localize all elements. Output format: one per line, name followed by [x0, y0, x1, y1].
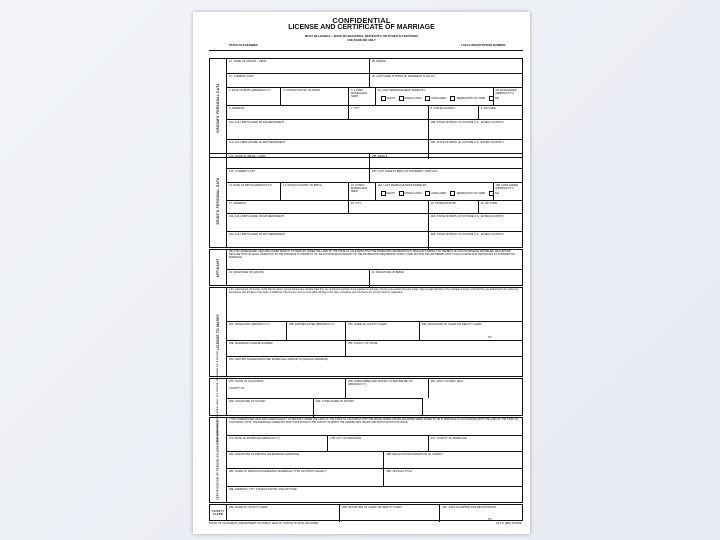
- bride-last-name-row: [227, 168, 522, 182]
- bride-city-field[interactable]: 18. CITY: [350, 202, 362, 205]
- bride-signature-field[interactable]: 24. SIGNATURE OF BRIDE: [371, 271, 404, 274]
- bride-birthplace-field[interactable]: 14. STATE/COUNTRY OF BIRTH: [283, 184, 322, 187]
- certification-text: I, THE UNDERSIGNED, DECLARE UNDER PENALTY OF PERJURY UNDER THE LAWS OF THE STATE OF CALIFORNIA THAT THE ABOVE-NAMED GROOM AND BRIDE WERE JOINED BY ME IN MARRIAGE IN ACCORDANCE WITH THE LAWS OF THE STATE OF CALIFORNIA. NOTE: THE MARRIAGE CEREMONY MUST TAKE PLACE IN THE COUNTY IN WHICH THE LICENSE WAS ISSUED AND WITHIN 90 DAYS OF ISSUE.: [229, 418, 519, 424]
- license-text-row: [227, 288, 522, 321]
- license-number-field[interactable]: 25E. MARRIAGE LICENSE NUMBER: [229, 342, 273, 345]
- city-of-marriage-field[interactable]: 27B. CITY OF MARRIAGE: [330, 437, 362, 440]
- form-top-rule: [209, 50, 523, 51]
- groom-father-row: [227, 119, 522, 139]
- bride-ended-options: [378, 191, 500, 196]
- form-instruction-ink: USE DARK INK ONLY: [347, 38, 376, 42]
- county-clerk-row: [227, 505, 522, 522]
- notary-signature-field[interactable]: 26D. SIGNATURE OF NOTARY: [229, 400, 266, 403]
- certification-section-tab: [210, 418, 227, 502]
- groom-signature-field[interactable]: 23. SIGNATURE OF GROOM: [229, 271, 264, 274]
- certification-text-row: [227, 418, 522, 435]
- groom-father-name-field[interactable]: 10A. FULL BIRTH NAME OF FATHER/PARENT: [229, 121, 285, 124]
- annulment-checkbox[interactable]: [425, 191, 430, 196]
- license-text: I, the undersigned, do hereby certify that the above-named parties have declared that they are unmarried and have lived together as spouses, that they are at least 18 years of age, that no legal objection to the marriage is known, and that they are authorized to be married in accordance with the laws of the State of California. This license must be used within 90 days of the date of issuance and returned to the County Clerk for registration.: [229, 288, 519, 294]
- na-option-label: N/A: [494, 191, 500, 195]
- license-return-row: [227, 356, 522, 378]
- county-of-issue-field[interactable]: 25F. COUNTY OF ISSUE: [348, 342, 378, 345]
- officiant-signature-row: [227, 451, 522, 468]
- notary-row-1: [227, 379, 522, 398]
- notary-typed-name-field[interactable]: 26E. TYPED NAME OF NOTARY: [315, 400, 355, 403]
- affidavit-section: [209, 249, 523, 286]
- footer-form-number: VS 117 (REV 01/2009): [495, 522, 522, 525]
- affidavit-section-tab: [210, 250, 227, 285]
- county-of-marriage-field[interactable]: 27C. COUNTY OF MARRIAGE: [430, 437, 467, 440]
- county-clerk-section-label: COUNTY CLERK: [211, 509, 225, 516]
- county-clerk-section: [209, 504, 523, 521]
- affidavit-text-row: [227, 250, 522, 269]
- marriage-place-row: [227, 435, 522, 451]
- bride-birth-row: [227, 182, 522, 200]
- bride-birth-last-field[interactable]: 12D. LAST NAME AT BIRTH (IF DIFFERENT THAN 12C): [371, 170, 438, 173]
- license-issue-row: [227, 321, 522, 340]
- bride-middle-name-field[interactable]: 12B. MIDDLE: [371, 155, 388, 158]
- termination-srdp-checkbox[interactable]: [450, 191, 455, 196]
- affidavit-signature-row: [227, 269, 522, 287]
- groom-father-birthplace-field[interactable]: 10B. STATE OF BIRTH (IF OUTSIDE U.S., ENTER COUNTRY): [430, 121, 504, 124]
- notary-row-2: [227, 398, 422, 417]
- state-file-number-label: STATE FILE NUMBER: [229, 43, 258, 47]
- death-checkbox[interactable]: [381, 96, 386, 101]
- license-section: [209, 287, 523, 377]
- officiant-address-row: [227, 486, 522, 504]
- termination-srdp-checkbox[interactable]: [450, 96, 455, 101]
- officiant-name-row: [227, 468, 522, 486]
- bride-dob-field[interactable]: 13. DATE OF BIRTH (MM/DD/CCYY): [229, 184, 272, 187]
- bride-father-birthplace-field[interactable]: 21B. STATE OF BIRTH (IF OUTSIDE U.S., ENTER COUNTRY): [430, 215, 504, 218]
- groom-mother-birthplace-field[interactable]: 11B. STATE OF BIRTH (IF OUTSIDE U.S., ENTER COUNTRY): [430, 141, 504, 144]
- bride-prev-marriages-field[interactable]: 15. # PREV. MARRIAGES/ SRDP: [350, 184, 368, 193]
- officiant-name-field[interactable]: 28C. NAME OF PERSON SOLEMNIZING MARRIAGE (TYPE OR PRINT CLEARLY): [229, 470, 327, 473]
- license-number-row: [227, 340, 522, 356]
- bride-father-name-field[interactable]: 21A. FULL BIRTH NAME OF FATHER/PARENT: [229, 215, 285, 218]
- certification-section-label: CERTIFICATION OF PERSON SOLEMNIZING MARRIAGE: [216, 419, 220, 501]
- annulment-checkbox[interactable]: [425, 96, 430, 101]
- registration-date-field[interactable]: 29C. DATE ACCEPTED FOR REGISTRATION: [442, 506, 497, 509]
- by-label: BY: [488, 336, 492, 339]
- bride-section: [209, 153, 523, 248]
- na-option-label: N/A: [494, 96, 500, 100]
- affidavit-section-label: AFFIDAVIT: [216, 257, 220, 278]
- dissolution-option-label: DISSOLUTION: [404, 96, 422, 100]
- bride-address-row: [227, 200, 522, 213]
- bride-section-label: BRIDE'S PERSONAL DATA: [216, 177, 220, 224]
- date-of-marriage-field[interactable]: 27A. DATE OF MARRIAGE (MM/DD/CCYY): [229, 437, 280, 440]
- clerk-deputy-signature-field[interactable]: 29B. SIGNATURE OF CLERK OR DEPUTY CLERK: [342, 506, 402, 509]
- officiant-address-field[interactable]: 28E. ADDRESS, CITY, STATE/COUNTRY, AND ZIP CODE: [229, 488, 297, 491]
- groom-address-field[interactable]: 6. ADDRESS: [229, 107, 245, 110]
- license-section-label: LICENSE TO MARRY: [216, 313, 220, 351]
- bride-zip-field[interactable]: 20. ZIP CODE: [480, 202, 498, 205]
- bride-name-row: [227, 154, 522, 168]
- notary-seal-area: 26C. APPLY NOTARY SEAL: [430, 380, 464, 383]
- certification-section: [209, 417, 523, 503]
- bride-current-last-field[interactable]: 12C. CURRENT LAST: [229, 170, 256, 173]
- death-option-label: DEATH: [386, 191, 395, 195]
- bride-address-field[interactable]: 17. ADDRESS: [229, 202, 246, 205]
- groom-middle-name-field[interactable]: 1B. MIDDLE: [371, 60, 387, 63]
- subscribed-sworn-field[interactable]: 26B. SUBSCRIBED AND SWORN TO BEFORE ME ON (MM/DD/CCYY): [348, 380, 413, 386]
- clerk-name-field[interactable]: 29A. NAME OF COUNTY CLERK: [229, 506, 268, 509]
- notary-section-tab: [210, 350, 227, 444]
- groom-section-label: GROOM'S PERSONAL DATA: [216, 83, 220, 133]
- groom-prev-marriages-field[interactable]: 4. # PREV. MARRIAGES/ SRDP: [350, 89, 368, 98]
- affidavit-text: WE, THE UNDERSIGNED, DECLARE UNDER PENALTY OF PERJURY UNDER THE LAWS OF THE STATE OF CALIFORNIA THAT THE FOREGOING INFORMATION IS TRUE AND CORRECT TO THE BEST OF OUR KNOWLEDGE AND BELIEF. WE FURTHER DECLARE THAT NO LEGAL OBJECTION TO THE MARRIAGE IS KNOWN TO US. WE ACKNOWLEDGE RECEIPT OF THE INFORMATION REQUIRED BY FAMILY CODE SECTION 358 AND HEREBY APPLY FOR A LICENSE AND CERTIFICATE OF CONFIDENTIAL MARRIAGE.: [229, 250, 516, 259]
- notary-seal-column: [422, 398, 522, 415]
- groom-mother-name-field[interactable]: 11A. FULL BIRTH NAME OF MOTHER/PARENT: [229, 141, 286, 144]
- groom-birthplace-field[interactable]: 3. STATE/COUNTRY OF BIRTH: [283, 89, 321, 92]
- groom-state-field[interactable]: 8. STATE/COUNTRY: [430, 107, 455, 110]
- bride-marriage-ended-field: 16A. LAST MARRIAGE/SRDP ENDED BY:: [377, 184, 427, 187]
- notary-section-label: ITEMS 26A-26F COMPLETED ONLY IF LICENSE IS ISSUED TO A MINOR: [217, 350, 219, 444]
- religious-denomination-field[interactable]: 28B. RELIGIOUS DENOMINATION (IF CLERGY): [386, 453, 444, 456]
- return-address-field[interactable]: 25G. RETURN SIGNED/CERTIFIED MARRIAGE LICENSE TO (MAILING ADDRESS): [229, 358, 329, 361]
- death-option-label: DEATH: [386, 96, 395, 100]
- county-clerk-section-tab: [210, 505, 227, 520]
- annulment-option-label: ANNULMENT: [431, 191, 447, 195]
- groom-dob-field[interactable]: 2. DATE OF BIRTH (MM/DD/CCYY): [229, 89, 271, 92]
- groom-current-last-field[interactable]: 1C. CURRENT LAST: [229, 75, 254, 78]
- groom-first-name-field[interactable]: 1A. NAME OF GROOM – FIRST: [229, 60, 267, 63]
- groom-date-ended-field[interactable]: 5B. DATE ENDED (MM/DD/CCYY): [495, 89, 517, 95]
- local-registration-label: LOCAL REGISTRATION NUMBER: [461, 43, 506, 47]
- bride-mother-name-field[interactable]: 22A. FULL BIRTH NAME OF MOTHER/PARENT: [229, 233, 286, 236]
- form-instruction: MUST BE LEGIBLE – MAKE NO ERASURES, WHITEOUTS, OR OTHER ALTERATIONS: [305, 34, 418, 38]
- clerk-signature-field[interactable]: 25D. SIGNATURE OF CLERK OR DEPUTY CLERK: [421, 323, 482, 326]
- dissolution-checkbox[interactable]: [399, 96, 404, 101]
- groom-last-name-row: [227, 73, 522, 87]
- form-title: LICENSE AND CERTIFICATE OF MARRIAGE: [288, 24, 435, 31]
- termination-option-label: TERMINATION OF SRDP: [456, 191, 486, 195]
- groom-section: [209, 58, 523, 158]
- groom-address-row: [227, 105, 522, 119]
- bride-state-field[interactable]: 19. STATE/COUNTRY: [430, 202, 457, 205]
- state-of-california-field: 26A. STATE OF CALIFORNIA: [229, 380, 264, 383]
- groom-zip-field[interactable]: 9. ZIP CODE: [480, 107, 496, 110]
- groom-city-field[interactable]: 7. CITY: [350, 107, 360, 110]
- death-checkbox[interactable]: [381, 191, 386, 196]
- bride-date-ended-field[interactable]: 16B. DATE ENDED (MM/DD/CCYY): [495, 184, 519, 190]
- groom-name-row: [227, 59, 522, 73]
- issue-date-field[interactable]: 25A. ISSUE DATE (MM/DD/CCYY): [229, 323, 270, 326]
- groom-birth-row: [227, 87, 522, 105]
- officiant-signature-field[interactable]: 28A. SIGNATURE OF PERSON SOLEMNIZING MARRIAGE: [229, 453, 300, 456]
- by-label: BY: [488, 518, 492, 521]
- groom-marriage-ended-field: 5A. LAST MARRIAGE/SRDP ENDED BY:: [377, 89, 426, 92]
- bride-father-row: [227, 213, 522, 231]
- official-title-field[interactable]: 28D. OFFICIAL TITLE: [386, 470, 412, 473]
- dissolution-checkbox[interactable]: [399, 191, 404, 196]
- expires-after-field[interactable]: 25B. EXPIRES AFTER (MM/DD/CCYY): [289, 323, 335, 326]
- marriage-license-form: [193, 12, 530, 534]
- groom-ended-options: [378, 96, 500, 101]
- annulment-option-label: ANNULMENT: [431, 96, 447, 100]
- form-title-confidential: CONFIDENTIAL: [332, 16, 391, 25]
- groom-section-tab: [210, 59, 227, 157]
- bride-first-name-field[interactable]: 12A. NAME OF BRIDE – FIRST: [229, 155, 266, 158]
- county-clerk-name-field[interactable]: 25C. NAME OF COUNTY CLERK: [348, 323, 388, 326]
- footer-agency: STATE OF CALIFORNIA, DEPARTMENT OF PUBLIC HEALTH, OFFICE OF VITAL RECORDS: [209, 522, 319, 525]
- bride-mother-row: [227, 231, 522, 249]
- groom-birth-last-field[interactable]: 1D. LAST NAME AT BIRTH (IF DIFFERENT THAN 1C): [371, 75, 435, 78]
- bride-mother-birthplace-field[interactable]: 22B. STATE OF BIRTH (IF OUTSIDE U.S., ENTER COUNTRY): [430, 233, 504, 236]
- county-of-field[interactable]: COUNTY OF: [229, 387, 245, 390]
- bride-section-tab: [210, 154, 227, 247]
- termination-option-label: TERMINATION OF SRDP: [456, 96, 486, 100]
- dissolution-option-label: DISSOLUTION: [404, 191, 422, 195]
